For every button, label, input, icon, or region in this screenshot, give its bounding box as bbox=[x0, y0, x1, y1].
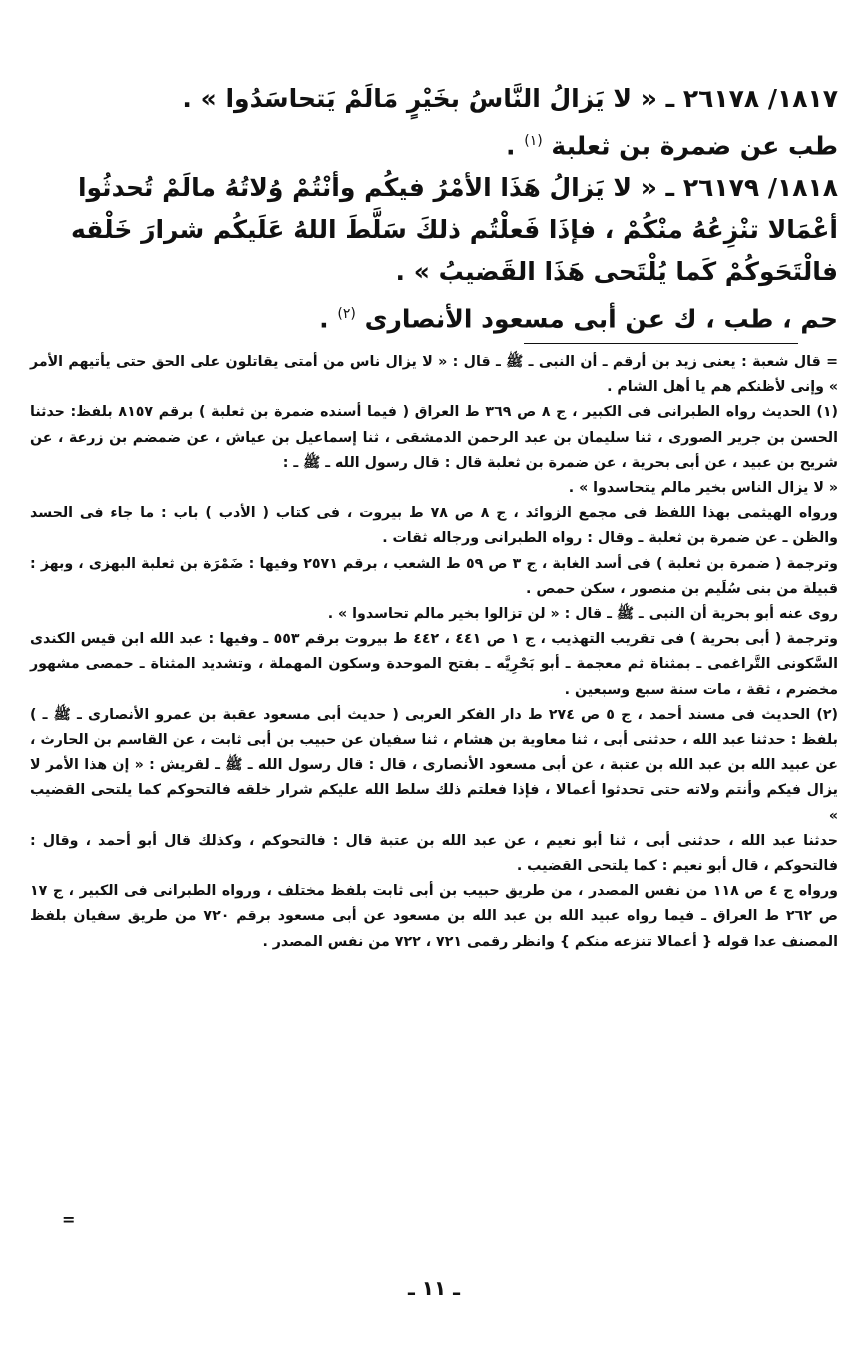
footnote-ref-1: (١) bbox=[524, 133, 543, 149]
hadith-1817-source-text: طب عن ضمرة بن ثعلبة bbox=[551, 131, 838, 161]
hadith-1818-source-text: حم ، طب ، ك عن أبى مسعود الأنصارى bbox=[364, 304, 838, 334]
hadith-1817 bbox=[40, 78, 838, 120]
hadith-1817-text: ١٨١٧/ ٢٦١٧٨ ـ « لا يَزالُ النَّاسُ بخَيْرٍ مَالَمْ يَتحاسَدُوا » . bbox=[182, 84, 838, 113]
footnote-2-paragraph-2: حدثنا عبد الله ، حدثنى أبى ، ثنا أبو نعيم ، عن عبد الله بن عتبة قال : فالتحوكم ، وكذلك قال أبو أحمد ، وقال : فالتحوكم ، قال أبو نعيم : كما يلتحى القضيب . bbox=[30, 832, 838, 875]
hadith-1818-text: ١٨١٨/ ٢٦١٧٩ ـ « لا يَزالُ هَذَا الأمْرُ فيكُم وأنْتُمْ وُلاتُهُ مالَمْ تُحدثُوا أعْمَالا تنْزِعُهُ منْكُمْ ، فإذَا فَعلْتُم ذلكَ سَلَّطَ اللهُ عَلَيكُم شرارَ خَلْقه فالْتَحَوكُمْ كَما يُلْتَحى هَذَا القَضيبُ » . bbox=[71, 173, 838, 287]
footnote-1-paragraph-3: وترجمة ( ضمرة بن ثعلبة ) فى أسد الغابة ، ج ٣ ص ٥٩ ط الشعب ، برقم ٢٥٧١ وفيها : ضَمْرَة بن ثعلبة البهزى ، وبهز : قبيلة من بنى سُلَيم بن منصور ، سكن حمص . bbox=[30, 555, 839, 597]
main-hadith-text bbox=[40, 78, 838, 341]
hadith-1817-source bbox=[40, 120, 838, 167]
footnote-separator bbox=[524, 343, 798, 344]
hadith-1818-source-end: . bbox=[319, 304, 338, 334]
page-number: ـ ١١ ـ bbox=[407, 1276, 461, 1300]
footnote-1-paragraph-4: روى عنه أبو بحرية أن النبى ـ ﷺ ـ قال : « لن تزالوا بخير مالم تحاسدوا » . bbox=[327, 606, 838, 623]
hadith-1818-source bbox=[40, 293, 838, 340]
footnote-1-paragraph-2: ورواه الهيثمى بهذا اللفظ فى مجمع الزوائد ، ج ٨ ص ٧٨ ط بيروت ، فى كتاب ( الأدب ) باب : ما جاء فى الحسد والظن ـ عن ضمرة بن ثعلبة ـ وقال : رواه الطبرانى ورجاله ثقات . bbox=[30, 505, 838, 547]
footnote-2-paragraph-3: ورواه ج ٤ ص ١١٨ من نفس المصدر ، من طريق حبيب بن أبى ثابت بلفظ مختلف ، ورواه الطبرانى فى الكبير ، ج ١٧ ص ٢٦٢ ط العراق ـ فيما رواه عبيد الله بن عبد الله بن مسعود عن أبى مسعود برقم ٧٢٠ من طريق سفيان بلفظ المصنف عدا قوله { أعمالا تنزعه منكم } وانظر رقمى ٧٢١ ، ٧٢٢ من نفس المصدر . bbox=[30, 883, 838, 950]
footnote-2-text: (٢) الحديث فى مسند أحمد ، ج ٥ ص ٢٧٤ ط دار الفكر العربى ( حديث أبى مسعود عقبة بن عمرو الأنصارى ـ ﷺ ـ ) بلفظ : حدثنا عبد الله ، حدثنى أبى ، ثنا معاوية بن هشام ، ثنا سفيان عن حبيب بن أبى ثابت ، عن القاسم بن الحارث ، عن عبيد الله بن عبد الله بن عتبة ، عن أبى مسعود الأنصارى ، قال : قال رسول الله ـ ﷺ ـ لقريش : « إن هذا الأمر لا يزال فيكم وأنتم ولاته حتى تحدثوا أعمالا ، فإذا فعلتم ذلك سلط الله عليكم شرار خلقه فالتحوكم كما يلتحى القضيب » bbox=[30, 706, 838, 824]
hadith-1818 bbox=[40, 167, 838, 293]
footnote-1-paragraph-5: وترجمة ( أبى بحرية ) فى تقريب التهذيب ، ج ١ ص ٤٤١ ، ٤٤٢ ط بيروت برقم ٥٥٣ ـ وفيها : عبد الله ابن قيس الكندى السَّكونى التَّراغمى ـ بمثناة ثم معجمة ـ أبو بَحْرِيَّه ـ بفتح الموحدة وسكون المهملة ، وتشديد المثناة ـ حمصى مشهور مخضرم ، ثقة ، مات سنة سبع وسبعين . bbox=[30, 631, 838, 698]
hadith-1817-source-end: . bbox=[506, 131, 525, 161]
footnote-ref-2: (٢) bbox=[337, 306, 356, 323]
footnote-1-quote: « لا يزال الناس بخير مالم يتحاسدوا » . bbox=[568, 480, 838, 497]
footnotes bbox=[30, 350, 838, 955]
footnote-1-text: (١) الحديث رواه الطبرانى فى الكبير ، ج ٨ ص ٣٦٩ ط العراق ( فيما أسنده ضمرة بن ثعلبة ) برقم ٨١٥٧ بلفظ: حدثنا الحسن بن جرير الصورى ، ثنا سليمان بن عبد الرحمن الدمشقى ، ثنا إسماعيل بن عياش ، عن ضمضم بن زرعة ، عن شريح بن عبيد ، عن أبى بحرية ، عن ضمرة بن ثعلبة قال : قال رسول الله ـ ﷺ ـ : bbox=[30, 404, 838, 471]
continuation-mark: = bbox=[62, 1210, 76, 1229]
footnote-carryover: = قال شعبة : يعنى زيد بن أرقم ـ أن النبى ـ ﷺ ـ قال : « لا يزال ناس من أمتى يقاتلون على الحق حتى يأتيهم الأمر » وإنى لأظنكم هم يا أهل الشام . bbox=[30, 354, 838, 396]
